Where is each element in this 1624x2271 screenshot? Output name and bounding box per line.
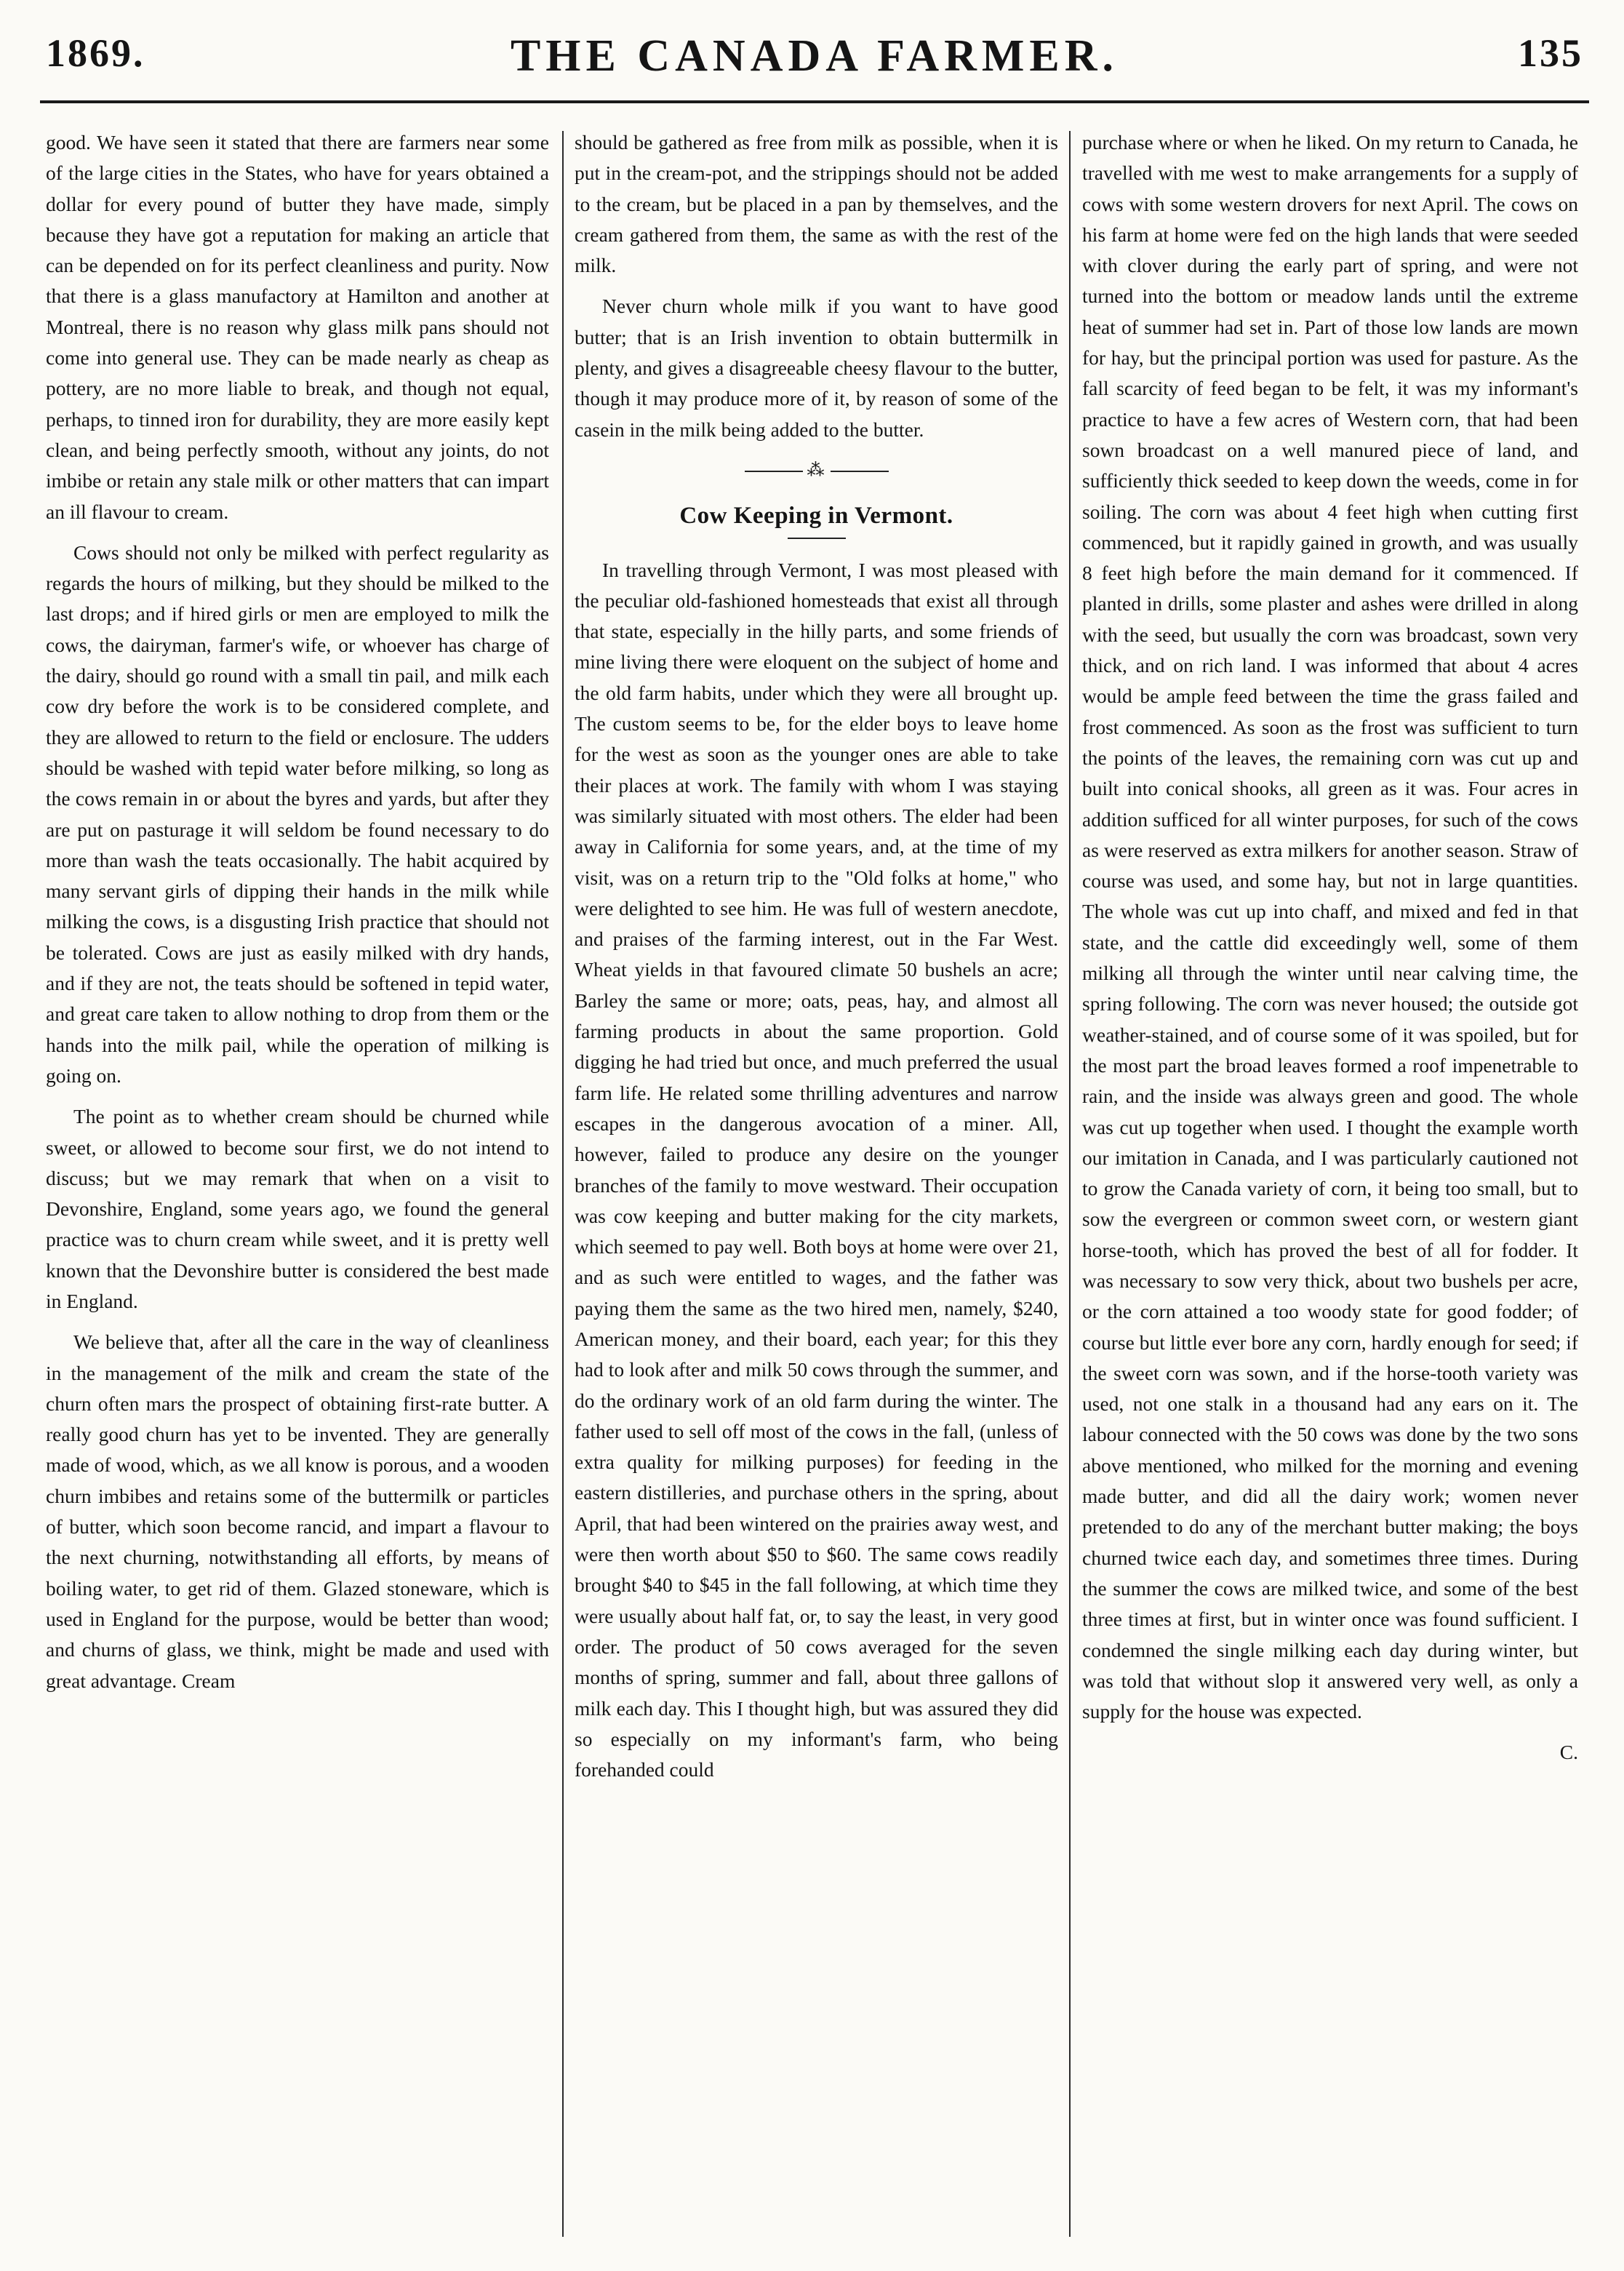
page-number: 135 [1518, 31, 1583, 75]
heading-rule [788, 538, 846, 539]
paragraph: In travelling through Vermont, I was most pleased with the peculiar old-fashioned homesteads that exist all through that state, especially in the hilly parts, and some friends of mine living there were eloquent on the subject of home and the old farm habits, under which they were all brought up. The custom seems to be, for the elder boys to leave home for the west as soon as the younger ones are able to take their places at work. The family with whom I was staying was similarly situated with most others. The elder had been away in California for some years, and, at the time of my visit, was on a return trip to the "Old folks at home," who were delighted to see him. He was full of western anecdote, and praises of the farming interest, out in the Far West. Wheat yields in that favoured climate 50 bushels an acre; Barley the same or more; oats, peas, hay, and almost all farming products in about the same proportion. Gold digging he had tried but once, and much preferred the usual farm life. He related some thrilling adventures and narrow escapes in the dangerous avocation of a miner. All, however, failed to produce any desire on the younger branches of the family to move westward. Their occupation was cow keeping and butter making for the city markets, which seemed to pay well. Both boys at home were over 21, and as such were entitled to wages, and the father was paying them the same as the two hired men, namely, $240, American money, and their board, each year; for this they had to look after and milk 50 cows through the summer, and do the ordinary work of an old farm during the winter. The father used to sell off most of the cows in the fall, (unless of extra quality for milking purposes) for feeding in the eastern distilleries, and purchase others in the spring, about April, that had been wintered on the prairies away west, and were then worth about $50 to $60. The same cows readily brought $40 to $45 in the fall following, at which time they were usually about half fat, or, to say the least, in very good order. The product of 50 cows averaged for the seven months of spring, summer and fall, about three gallons of milk each day. This I thought high, but was assured they did so especially on my informant's farm, who being forehanded could [575, 558, 1058, 1781]
paragraph: should be gathered as free from milk as possible, when it is put in the cream-pot, and the strippings should not be added to the cream, but be placed in a pan by themselves, and the cream gathered from them, the same as with the rest of the milk. [575, 131, 1058, 277]
section-ornament: ⁂ [575, 455, 1058, 486]
column-divider [562, 131, 564, 2237]
paragraph: Never churn whole milk if you want to have good butter; that is an Irish invention to obtain buttermilk in plenty, and gives a disagreeable cheesy flavour to the butter, though it may produce more of it, by reason of some of the casein in the milk being added to the butter. [575, 295, 1058, 441]
paragraph: We believe that, after all the care in the way of cleanliness in the management of the milk and cream the state of the churn often mars the prospect of obtaining first-rate butter. A really good churn has yet to be invented. They are generally made of wood, which, as we all know is porous, and a wooden churn imbibes and retains some of the buttermilk or particles of butter, which soon become rancid, and impart a flavour to the next churning, notwithstanding all efforts, by means of boiling water, to get rid of them. Glazed stoneware, which is used in England for the purpose, would be better than wood; and churns of glass, we think, might be made and used with great advantage. Cream [46, 1330, 549, 1692]
paragraph: Cows should not only be milked with perfect regularity as regards the hours of milking, but they should be milked to the last drops; and if hired girls or men are employed to milk the cows, the dairyman, farmer's wife, or whoever has charge of the dairy, should go round with a small tin pail, and milk each cow dry before the work is to be considered complete, and they are allowed to return to the field or enclosure. The udders should be washed with tepid water before milking, so long as the cows remain in or about the byres and yards, but after they are put on pasturage it will seldom be found necessary to do more than wash the teats occasionally. The habit acquired by many servant girls of dipping their hands in the milk while milking the cows, is a disgusting Irish practice that should not be tolerated. Cows are just as easily milked with dry hands, and if they are not, the teats should be softened in tepid water, and great care taken to allow nothing to drop from them or the hands into the milk pail, while the operation of milking is going on. [46, 540, 549, 1087]
paragraph: The point as to whether cream should be churned while sweet, or allowed to become sour first, we do not intend to discuss; but we may remark that when on a visit to Devonshire, England, some years ago, we found the general practice was to churn cream while sweet, and it is pretty well known that the Devonshire butter is considered the best made in England. [46, 1105, 549, 1312]
paragraph: good. We have seen it stated that there are farmers near some of the large cities in the States, who have for years obtained a dollar for every pound of butter they have made, simply because they have got a reputation for making an article that can be depended on for its perfect cleanliness and purity. Now that there is a glass manufactory at Hamilton and another at Montreal, there is no reason why glass milk pans should not come into general use. They can be made nearly as cheap as pottery, are no more liable to break, and though not equal, perhaps, to tinned iron for durability, they are more easily kept clean, and being perfectly smooth, without any joints, do not imbibe or retain any stale milk or other matters that can impart an ill flavour to cream. [46, 131, 549, 523]
masthead-rule [40, 100, 1589, 103]
issue-year: 1869. [46, 31, 145, 75]
article-heading: Cow Keeping in Vermont. [679, 503, 953, 530]
paragraph: purchase where or when he liked. On my return to Canada, he travelled with me west to make arrangements for a supply of cows with some western drovers for next April. The cows on his farm at home were fed on the high lands that were seeded with clover during the early part of spring, and were not turned into the bottom or meadow lands until the extreme heat of summer had set in. Part of those low lands are mown for hay, but the principal portion was used for pasture. As the fall scarcity of feed began to be felt, it was my informant's practice to have a few acres of Western corn, that had been sown broadcast on a well manured piece of land, and sufficiently thick seeded to keep down the weeds, come in for soiling. The corn was about 4 feet high when cutting first commenced, but it rapidly gained in growth, and was usually 8 feet high before the main demand for it commenced. If planted in drills, some plaster and ashes were drilled in along with the seed, but usually the corn was broadcast, sown very thick, and on rich land. I was informed that about 4 acres would be ample feed between the time the grass failed and frost commenced. As soon as the frost was sufficient to turn the points of the leaves, the remaining corn was cut up and built into conical shooks, all green as it was. Four acres in addition sufficed for all winter purposes, for such of the cows as were reserved as extra milkers for another season. Straw of course was used, and some hay, but not in large quantities. The whole was cut up into chaff, and mixed and fed in that state, and the cattle did exceedingly well, some of them milking all through the winter until near calving time, the spring following. The corn was never housed; the outside got weather-stained, and of course some of it was spoiled, but for the most part the broad leaves formed a roof impenetrable to rain, and the inside was always green and good. The whole was cut up together when used. I thought the example worth our imitation in Canada, and I was particularly cautioned not to grow the Canada variety of corn, it being too small, but to sow the evergreen or common sweet corn, or western giant horse-tooth, which has proved the best of all for fodder. It was necessary to sow very thick, about two bushels per acre, or the corn attained a too woody state for good fodder; of course but little ever bore any corn, hardly enough for seed; if the sweet corn was sown, and if the horse-tooth variety was used, not one stalk in a thousand had any ears on it. The labour connected with the 50 cows was done by the two sons above mentioned, who milked for the morning and evening made butter, and did all the dairy work; women never pretended to do any of the merchant butter making; the boys churned twice each day, and sometimes three times. During the summer the cows are milked twice, and some of the best three times at first, but in winter once was found sufficient. I condemned the single milking each day during winter, but was told that without slop it answered very well, as only a supply for the house was expected. [1082, 131, 1578, 1723]
column-1 [46, 127, 549, 2240]
newspaper-title: THE CANADA FARMER. [510, 31, 1119, 81]
column-3 [1082, 127, 1578, 2240]
column-2 [575, 127, 1058, 2240]
masthead [40, 20, 1589, 108]
column-divider [1069, 131, 1071, 2237]
author-signature: C. [1559, 1741, 1578, 1764]
